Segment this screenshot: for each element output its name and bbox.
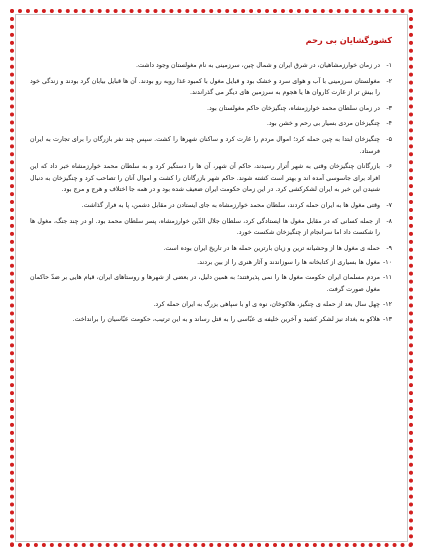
item-number: ۱۰- bbox=[382, 259, 392, 267]
list-item bbox=[30, 243, 392, 255]
item-number: ۴- bbox=[386, 120, 392, 128]
list-item bbox=[30, 272, 392, 295]
list-item bbox=[30, 257, 392, 269]
document-content bbox=[30, 34, 392, 329]
list-item bbox=[30, 134, 392, 157]
item-number: ۱۳- bbox=[382, 315, 392, 323]
item-number: ۷- bbox=[386, 201, 392, 209]
list-item bbox=[30, 216, 392, 239]
list-item bbox=[30, 60, 392, 72]
list-item bbox=[30, 76, 392, 99]
item-text: وقتی مغول ها به ایران حمله کردند، سلطان محمد خوارزمشاه به جای ایستادن در مقابل دشمن، پا به فرار گذاشت. bbox=[81, 201, 380, 209]
item-number: ۱۱- bbox=[382, 273, 392, 281]
item-number: ۲- bbox=[386, 77, 392, 85]
page-title: کشورگشایان بی رحم bbox=[305, 35, 392, 45]
item-number: ۱۲- bbox=[382, 301, 392, 309]
item-text: بازرگانان چنگیزخان وقتی به شهر اُترار رسیدند، حاکم آن شهر، آن ها را دستگیر کرد و به سلطان محمد خوارزمشاه خبر داد که این افراد برای جاسوسی آمده اند و بهتر است کشته شوند. حاکم شهر بازرگانان را کشت و اموال آنان را تصاحب کرد و چنگیزخان به دنبال شنیدن این خبر به ایران لشکرکشی کرد. در این زمان حکومت ایران ضعیف شده بود و در همه جا اختلاف و هرج و مرج بود. bbox=[30, 163, 380, 194]
item-text: مغول ها بسیاری از کتابخانه ها را سوزاندند و آثار هنری را از بین بردند. bbox=[197, 259, 380, 267]
list-item bbox=[30, 161, 392, 196]
item-number: ۶- bbox=[386, 163, 392, 171]
item-text: در زمان خوارزمشاهیان، در شرق ایران و شمال چین، سرزمینی به نام مغولستان وجود داشت. bbox=[136, 62, 380, 69]
item-text: در زمان سلطان محمد خوارزمشاه، چنگیزخان حاکم مغولستان بود. bbox=[206, 104, 380, 112]
item-text: هلاکو به بغداد نیز لشکر کشید و آخرین خلیفه ی عبّاسی را به قتل رساند و به این ترتیب، حکومت عبّاسیان را برانداخت. bbox=[72, 315, 380, 323]
lesson-points-list bbox=[30, 60, 392, 325]
item-text: چنگیزخان مردی بسیار بی رحم و خشن بود. bbox=[266, 120, 380, 128]
item-number: ۵- bbox=[386, 135, 392, 143]
list-item bbox=[30, 103, 392, 115]
item-text: از جمله کسانی که در مقابل مغول ها ایستادگی کرد، سلطان جلال الدّین خوارزمشاه، پسر سلطان محمد بود. او در چند جنگ، مغول ها را شکست داد اما سرانجام از چنگیزخان شکست خورد. bbox=[30, 217, 380, 237]
list-item bbox=[30, 299, 392, 311]
item-text: چنگیزخان ابتدا به چین حمله کرد؛ اموال مردم را غارت کرد و ساکنان شهرها را کشت. سپس چند نفر بازرگان را برای تجارت به ایران فرستاد. bbox=[30, 135, 380, 155]
list-item bbox=[30, 314, 392, 326]
item-text: مغولستان سرزمینی با آب و هوای سرد و خشک بود و قبایل مغول با کمبود غذا روبه رو بودند. آن ها قبایل بیابان گرد بودند و زندگی خود را بیش تر از غارت کاروان ها یا هجوم به سرزمین های دیگر می گذراندند. bbox=[30, 77, 380, 97]
item-text: مردم مسلمان ایران حکومت مغول ها را نمی پذیرفتند؛ به همین دلیل، در بعضی از شهرها و روستاهای ایران، قیام هایی بر ضدّ حاکمان مغول صورت گرفت. bbox=[30, 273, 380, 293]
item-number: ۱- bbox=[386, 62, 392, 69]
item-number: ۸- bbox=[386, 217, 392, 225]
item-text: چهل سال بعد از حمله ی چنگیز، هلاکوخان، نوه ی او با سپاهی بزرگ به ایران حمله کرد. bbox=[153, 301, 380, 309]
list-item bbox=[30, 200, 392, 212]
item-number: ۹- bbox=[386, 244, 392, 252]
item-text: حمله ی مغول ها از وحشیانه ترین و زیان بارترین حمله ها در تاریخ ایران بوده است. bbox=[163, 244, 380, 252]
list-item bbox=[30, 118, 392, 130]
item-number: ۳- bbox=[386, 104, 392, 112]
